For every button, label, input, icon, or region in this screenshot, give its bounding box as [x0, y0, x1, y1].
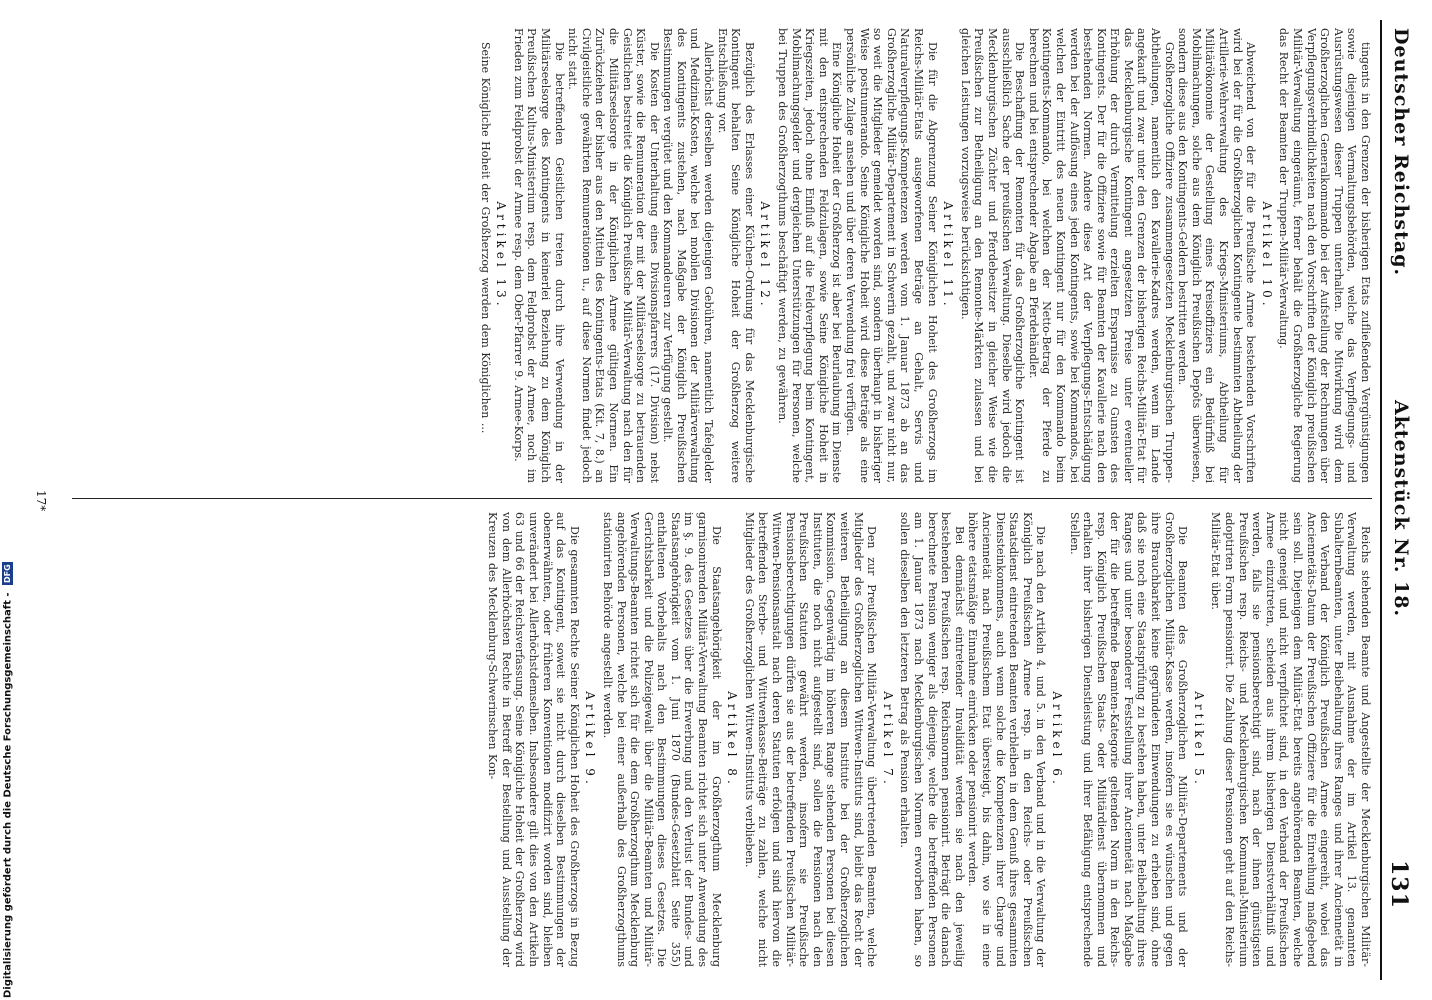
paragraph: Abweichend von der für die Preußische Armee bestehenden Vorschriften wird bei der für die Großherzoglichen Kontingente bestimmten Abtheilung der Artillerie-Wehrverwaltung des Kriegs-Ministeriums, Abtheilung für Militärökonomie der Gestellung eines Kreisoffiziers ein Bedürfniß bei Mobilmachungen, solche aus dem Königlich Preußischen Depôts überwiesen, sondern diese aus den Kontingents-Geldern bestritten werden.: [1176, 28, 1258, 483]
header-document-number: Aktenstück Nr. 18.: [1390, 400, 1412, 618]
paragraph: Den zur Preußischen Militär-Verwaltung übertretenden Beamten, welche Mitglieder des Großherzoglichen Wittwen-Instituts sind, bleibt das Recht der weiteren Betheiligung an diesem Institute bei der Großherzoglichen Kommission. Gegenwärtig im höheren Range stehenden Personen bei diesen Instituten, die noch nicht aufgestellt sind, sollen die Pensionen nach den Preußischen Statuten gewährt werden, insofern sie Preußische Pensionsberechtigungen dürfen sie aus der betreffenden Preußischen Militär-Wittwen-Pensionsanstalt nach deren Statuten erfolgen und sind hiervon die betreffenden Sterbe- und Wittwenkasse-Beiträge zu zahlen, welche nicht Mitglieder des Großherzoglichen Wittwen-Instituts verblieben.: [742, 512, 879, 967]
paragraph: Die betreffenden Geistlichen treten durch ihre Verwendung in der Militärseelsorge des Kontingents in keinerlei Beziehung zu dem Königlich Preußischen Kultus-Ministerium resp. dem Feldprobst der Armee, noch im Frieden zum Feldprobst der Armee resp. dem Ober-Pfarrer 9. Armee-Korps.: [511, 28, 566, 483]
left-text-column: [52, 28, 1372, 483]
article-heading: Artikel 12.: [758, 201, 773, 310]
paragraph: Reichs stehenden Beamte und Angestellte der Mecklenburgischen Militär-Verwaltung werden, mit Ausnahme der im Artikel 13. genannten Subalternbeamten, unter Beibehaltung ihres Ranges und ihrer Anciennetät in den Verband der Königlich Preußischen Armee eingereiht, wobei das Anciennetäts-Datum der Preußischen Offiziere für die Einreihung maßgebend sein soll. Diejenigen dem Militär-Etat bereits angehörenden Beamten, welche nicht geneigt und nicht verpflichtet sind, in den Verband der Preußischen Armee einzutreten, scheiden aus ihrem bisherigen Dienstverhältniß und werden, falls sie pensionsberechtigt sind, nach der ihnen günstigsten Preußischen resp. Reichs- und Mecklenburgischen Kommunal-Ministerium adoptirten Form pensionirt. Die Zahlung dieser Pensionen geht auf den Reichs-Militär-Etat über.: [1209, 512, 1372, 967]
article-heading: Artikel 13.: [494, 201, 509, 310]
paragraph: Bezüglich des Erlasses einer Küchen-Ordnung für das Mecklenburgische Kontingent behalten Seine Königliche Hoheit der Großherzog weitere Entschließung vor.: [715, 28, 756, 483]
paragraph: Die Kosten der Unterhaltung eines Divisionspfarrers (17. Division) nebst Küster, sowie die Remuneration der mit der Militärseelsorge zu betrauenden Geistlichen bestreitet die Königlich Preußische Militär-Verwaltung nach den für die Militärseelsorge in der Königlichen Armee gültigen Normen. Ein Zurückziehen der bisher aus den Mitteln des Kontingents-Etats (Kit. 7, 8.) an Civilgeistliche gewährten Remunerationen u., auf diese Normen findet jedoch nicht statt.: [566, 28, 661, 483]
paragraph: Allerhöchst derselben werden diejenigen Gebühren, namentlich Tafelgelder und Medizinal-Kosten, welche bei mobilen Divisionen der Militärverwaltung des Kontingents zustehen, nach Maßgabe der Königlich Preußischen Bestimmungen vergütet und den Kommandeuren zur Verfügung gestellt.: [661, 28, 716, 483]
column-divider: [72, 498, 1372, 499]
article-heading: Artikel 6.: [1049, 691, 1064, 788]
paragraph: Eine Königliche Hoheit der Großherzog ist aber bei Beurlaubung im Dienste mit den entsprechenden Feldzulagen, sowie Seine Königliche Hoheit in Kriegszeiten, jedoch ohne Einfluß auf die Feldverpflegung beim Kontingent, Mobilmachungsgelder und dergleichen Unterstützungen für Personen, welche bei Truppen des Großherzogthums beschäftigt werden, zu gewähren.: [776, 28, 844, 483]
dfg-logo: DFG: [3, 564, 12, 583]
paragraph: Die für die Abgrenzung Seiner Königlichen Hoheit des Großherzogs im Reichs-Militär-Etats ausgeworfenen Beträge an Gehalt, Servis und Naturalverpflegungs-Kompetenzen werden vom 1. Januar 1873 ab an das Großherzogliche Militär-Departement in Schwerin gezahlt, und zwar nicht nur, so weit die Mitglieder gemeldet worden sind, sondern überhaupt in bisheriger Weise postnumerando. Seine Königliche Hoheit wird diese Beträge als eine persönliche Zulage ansehen und über deren Verwendung frei verfügen.: [844, 28, 939, 483]
article-heading: Artikel 11.: [941, 201, 956, 310]
paragraph: Seine Königliche Hoheit der Großherzog werden dem Königlichen ...: [478, 42, 492, 434]
article-heading: Artikel 10.: [1259, 201, 1274, 310]
digitization-credit: [2, 564, 16, 998]
paragraph: Bei demnächst eintretender Invalidität werden sie nach den jeweilig bestehenden Preußischen resp. Reichsnormen pensionirt. Beträgt die danach berechnete Pension weniger als diejenige, welche die betreffenden Personen am 1. Januar 1873 nach Mecklenburgischen Normen erworben haben, so sollen dieselben den letzteren Betrag als Pension erhalten.: [898, 512, 966, 967]
right-text-column: [52, 512, 1372, 967]
paragraph: Die Beamten des Großherzoglichen Militär-Departements und der Großherzoglichen Militär-Kasse werden, insofern sie es wünschen und gegen ihre Brauchbarkeit keine gegründeten Einwendungen zu erheben sind, ohne daß sie noch eine Staatsprüfung zu bestehen haben, unter Beibehaltung ihres Ranges und unter besonderer Feststellung ihrer Anciennetät nach Maßgabe der für die betreffende Beamten-Kategorie geltenden Norm in den Reichs- resp. Königlich Preußischen Staats- oder Militärdienst übernommen und erhalten ihrer bisherigen Dienstleistung und ihrer Befähigung entsprechende Stellen.: [1067, 512, 1190, 967]
rotated-page: [26, 20, 1416, 980]
paragraph: Die nach den Artikeln 4. und 5. in den Verband und in die Verwaltung der Königlich Preußischen Armee resp. in den Reichs- oder Preußischen Staatsdienst eintretenden Beamten verbleiben in dem Genuß ihres gesammten Diensteinkommens, auch wenn solche die Kompetenzen ihrer Charge und Anciennetät nach Preußischem Etat übersteigt, bis dahin, wo sie in eine höhere etatsmäßige Einnahme einrücken oder pensionirt werden.: [966, 512, 1048, 967]
page-number: 131: [1386, 860, 1412, 909]
article-heading: Artikel 7.: [880, 691, 895, 788]
article-heading: Artikel 8.: [725, 691, 740, 788]
digitization-credit-text: Digitalisierung gefördert durch die Deutsche Forschungsgemeinschaft -: [2, 592, 14, 998]
paragraph: tingents in den Grenzen der bisherigen Etats zufließenden Vergünstigungen sowie diejenigen Vermaltungsbehörden, welche das Verpflegungs- und Ausrüstungswesen dieser Truppen unterhalten. Die Mitwirkung wird dem Großherzoglichen Generalkommando bei der Aufstellung der Rechnungen über Verpflegungsverbindlichkeiten nach den Vorschriften der Königlich preußischen Militär-Verwaltung eingeräumt, ferner behält die Großherzogliche Regierung das Recht der Beamten der Truppen-Militär-Verwaltung.: [1277, 28, 1372, 483]
article-heading: Artikel 9.: [583, 691, 598, 788]
page-header: [1380, 20, 1416, 980]
printer-signature: 17*: [34, 490, 48, 512]
article-heading: Artikel 5.: [1191, 691, 1206, 788]
paragraph: Die Beschaffung der Remonten für das Großherzogliche Kontingent ist ausschließlich Sache der preußischen Verwaltung. Dieselbe wird jedoch die Mecklenburgischen Züchter und Pferdebesitzer in gleicher Weise wie die Preußischen zur Betheiligung an den Remonte-Märkten zulassen und bei gleichen Leistungen vorzugsweise berücksichtigen.: [958, 28, 1027, 483]
paragraph: Die Staatsangehörigkeit der im Großherzogthum Mecklenburg garnisonirenden Militär-Verwaltung Beamten richtet sich unter Anwendung des im §. 9. des Gesetzes über die Erwerbung und den Verlust der Bundes- und Staatsangehörigkeit vom 1. Juni 1870 (Bundes-Gesetzblatt Seite 355) enthaltenen Vorbehalts nach den Bestimmungen dieses Gesetzes. Die Gerichtsbarkeit und die Polizeigewalt über die Militär-Beamten und Militär-Verwaltungs-Beamten richtet sich für die dem Großherzogthum Mecklenburg angehörenden Personen, welche bei einer außerhalb des Großherzogthums stationirten Behörde angestellt werden.: [600, 512, 723, 967]
paragraph: Großherzogliche Offiziere zusammengesetzten Mecklenburgischen Truppen-Abtheilungen, namentlich den Kavallerie-Kadres werden, wenn im Lande angekauft und zwar unter den Grenzen der bisherigen Reichs-Militär-Etat für das Mecklenburgische Kontingent angesetzten Preise unter eventueller Erhöhung der durch Vermittelung erzielten Ersparnisse zu Gunsten des Kontingents. Der für die Offiziere sowie für Beamten der Kavallerie nach den bestehenden Normen. Andere diese Art der Verpflegungs-Entschädigung werden bei der Auflösung eines jeden Kontingents, sowie bei Kommandos, bei welchen der Eintritt des neuen Kontingent nur für den Kommando beim Kontingents-Kommando, bei welchen der Netto-Betrag der Pferde zu berechnen und bei entsprechender Abgabe an Pferdehändler.: [1026, 28, 1176, 483]
header-title: Deutscher Reichstag.: [1390, 28, 1412, 277]
paragraph: Die gesammten Rechte Seiner Königlichen Hoheit des Großherzogs in Bezug auf das Kontingent, soweit sie nicht durch dieselben Bestimmungen der obenerwähnten, oder früheren Konventionen modifizirt worden sind, bleiben unverändert bei Allerhöchstdemselben. Insbesondere gilt dies von den Artikeln 63 und 66 der Reichsverfassung. Seine Königliche Hoheit der Großherzog wird von dem Allerhöchsten Rechte in Betreff der Bestellung und Ausstellung der Kreuzen des Mecklenburg-Schwerinschen Kon-: [486, 512, 581, 967]
